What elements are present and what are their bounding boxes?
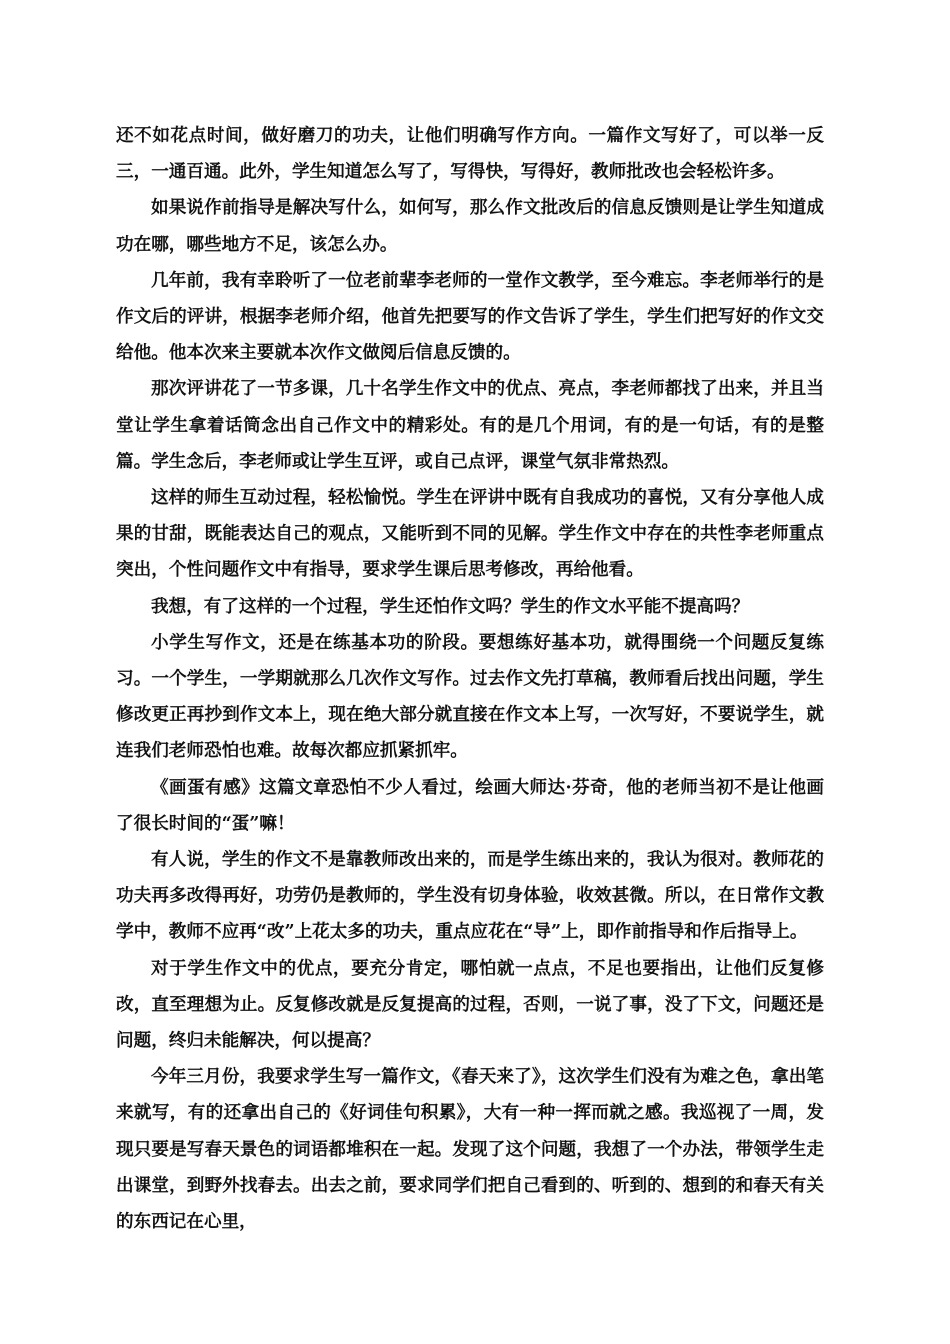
paragraph: 还不如花点时间，做好磨刀的功夫，让他们明确写作方向。一篇作文写好了，可以举一反三，一通百通。此外，学生知道怎么写了，写得快，写得好，教师批改也会轻松许多。 bbox=[116, 125, 824, 183]
paragraph: 几年前，我有幸聆听了一位老前辈李老师的一堂作文教学，至今难忘。李老师举行的是作文后的评讲，根据李老师介绍，他首先把要写的作文告诉了学生，学生们把写好的作文交给他。他本次来主要就本次作文做阅后信息反馈的。 bbox=[116, 269, 824, 364]
document-page bbox=[116, 118, 824, 1240]
paragraph: 我想，有了这样的一个过程，学生还怕作文吗？学生的作文水平能不提高吗？ bbox=[151, 595, 750, 617]
paragraph: 小学生写作文，还是在练基本功的阶段。要想练好基本功，就得围绕一个问题反复练习。一个学生，一学期就那么几次作文写作。过去作文先打草稿，教师看后找出问题，学生修改更正再抄到作文本上，现在绝大部分就直接在作文本上写，一次写好，不要说学生，就连我们老师恐怕也难。故每次都应抓紧抓牢。 bbox=[116, 631, 824, 762]
paragraph: 《画蛋有感》这篇文章恐怕不少人看过，绘画大师达·芬奇，他的老师当初不是让他画了很长时间的“蛋”嘛！ bbox=[116, 776, 824, 834]
paragraph: 对于学生作文中的优点，要充分肯定，哪怕就一点点，不足也要指出，让他们反复修改，直至理想为止。反复修改就是反复提高的过程，否则，一说了事，没了下文，问题还是问题，终归未能解决，何以提高？ bbox=[116, 957, 824, 1052]
paragraph: 那次评讲花了一节多课，几十名学生作文中的优点、亮点，李老师都找了出来，并且当堂让学生拿着话筒念出自己作文中的精彩处。有的是几个用词，有的是一句话，有的是整篇。学生念后，李老师或让学生互评，或自己点评，课堂气氛非常热烈。 bbox=[116, 378, 824, 472]
paragraph: 如果说作前指导是解决写什么，如何写，那么作文批改后的信息反馈则是让学生知道成功在哪，哪些地方不足，该怎么办。 bbox=[116, 197, 824, 255]
paragraph: 这样的师生互动过程，轻松愉悦。学生在评讲中既有自我成功的喜悦，又有分享他人成果的甘甜，既能表达自己的观点，又能听到不同的见解。学生作文中存在的共性李老师重点突出，个性问题作文中有指导，要求学生课后思考修改，再给他看。 bbox=[116, 487, 824, 581]
paragraph: 今年三月份，我要求学生写一篇作文，《春天来了》，这次学生们没有为难之色，拿出笔来就写，有的还拿出自己的《好词佳句积累》，大有一种一挥而就之感。我巡视了一周，发现只要是写春天景色的词语都堆积在一起。发现了这个问题，我想了一个办法，带领学生走出课堂，到野外找春去。出去之前，要求同学们把自己看到的、听到的、想到的和春天有关的东西记在心里， bbox=[116, 1066, 824, 1233]
paragraph: 有人说，学生的作文不是靠教师改出来的，而是学生练出来的，我认为很对。教师花的功夫再多改得再好，功劳仍是教师的，学生没有切身体验，收效甚微。所以，在日常作文教学中，教师不应再“改”上花太多的功夫，重点应花在“导”上，即作前指导和作后指导上。 bbox=[116, 849, 824, 943]
